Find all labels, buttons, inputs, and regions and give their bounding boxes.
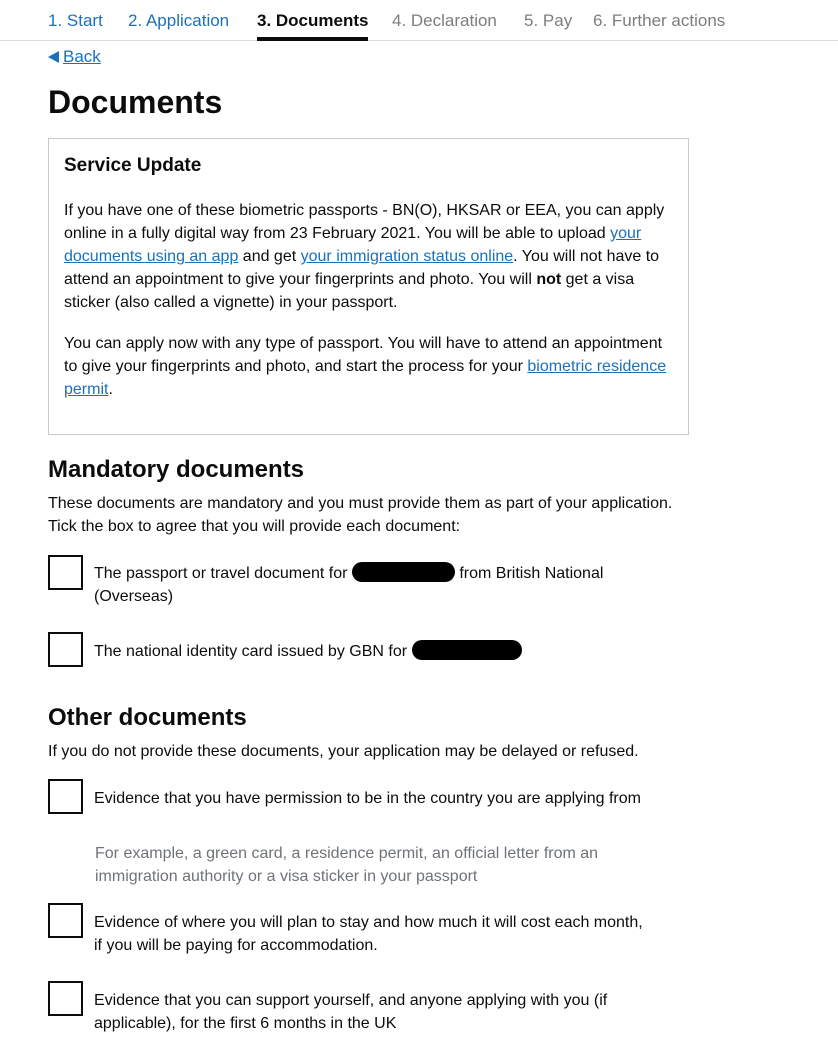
other-funds-checkbox[interactable] [48, 981, 83, 1016]
progress-steps [0, 0, 838, 41]
redacted-name [352, 562, 455, 582]
step-pay: 5. Pay [524, 11, 573, 30]
mandatory-passport-checkbox[interactable] [48, 555, 83, 590]
text: The national identity card issued by GBN for [94, 643, 412, 660]
mandatory-passport-label[interactable] [94, 562, 654, 608]
mandatory-documents-lead: These documents are mandatory and you must provide them as part of your application. Tick the box to agree that you will provide each document: [48, 495, 673, 535]
back-link-label: Back [63, 47, 101, 66]
other-permission-hint: For example, a green card, a residence permit, an official letter from an immigration authority or a visa sticker in your passport [95, 845, 599, 885]
text: get a visa sticker (also called a vignette) in your passport. [64, 271, 635, 311]
service-update-title: Service Update [64, 155, 202, 176]
text: If you have one of these biometric passports - BN(O), HKSAR or EEA, you can apply online in a fully digital way from 23 February 2021. You will be able to upload [64, 202, 665, 242]
back-link[interactable] [48, 47, 101, 67]
step-documents: 3. Documents [257, 11, 369, 30]
mandatory-id-card-checkbox[interactable] [48, 632, 83, 667]
documents-app-link[interactable]: your documents using an app [64, 225, 642, 265]
other-accommodation-checkbox[interactable] [48, 903, 83, 938]
other-permission-checkbox[interactable] [48, 779, 83, 814]
mandatory-documents-heading: Mandatory documents [48, 456, 305, 483]
text: . You will not have to attend an appointment to give your fingerprints and photo. You will [64, 248, 660, 288]
emphasis: not [536, 271, 562, 288]
text: . [108, 381, 113, 398]
step-declaration: 4. Declaration [392, 11, 497, 30]
service-update-panel [48, 138, 689, 435]
other-accommodation-label[interactable]: Evidence of where you will plan to stay and how much it will cost each month, if you will be paying for accommodation. [94, 914, 643, 954]
text: from British National (Overseas) [94, 565, 604, 605]
other-funds-label[interactable]: Evidence that you can support yourself, and anyone applying with you (if applicable), for the first 6 months in the UK [94, 992, 608, 1032]
service-update-paragraph-2 [64, 332, 674, 401]
other-documents-lead: If you do not provide these documents, your application may be delayed or refused. [48, 743, 639, 760]
service-update-paragraph-1 [64, 199, 674, 314]
immigration-status-link[interactable]: your immigration status online [300, 248, 514, 265]
text: The passport or travel document for [94, 565, 352, 582]
text: and get [238, 248, 301, 265]
other-permission-label[interactable]: Evidence that you have permission to be in the country you are applying from [94, 790, 641, 807]
step-start[interactable]: 1. Start [48, 11, 103, 30]
redacted-name [412, 640, 522, 660]
biometric-residence-permit-link[interactable]: biometric residence permit [64, 358, 667, 398]
other-documents-heading: Other documents [48, 704, 247, 731]
back-arrow-icon [48, 51, 59, 63]
mandatory-id-card-label[interactable] [94, 640, 654, 663]
page-title: Documents [48, 84, 223, 120]
step-further-actions: 6. Further actions [593, 11, 726, 30]
text: You can apply now with any type of passport. You will have to attend an appointment to give your fingerprints and photo, and start the process for your [64, 335, 663, 375]
step-application[interactable]: 2. Application [128, 11, 230, 30]
